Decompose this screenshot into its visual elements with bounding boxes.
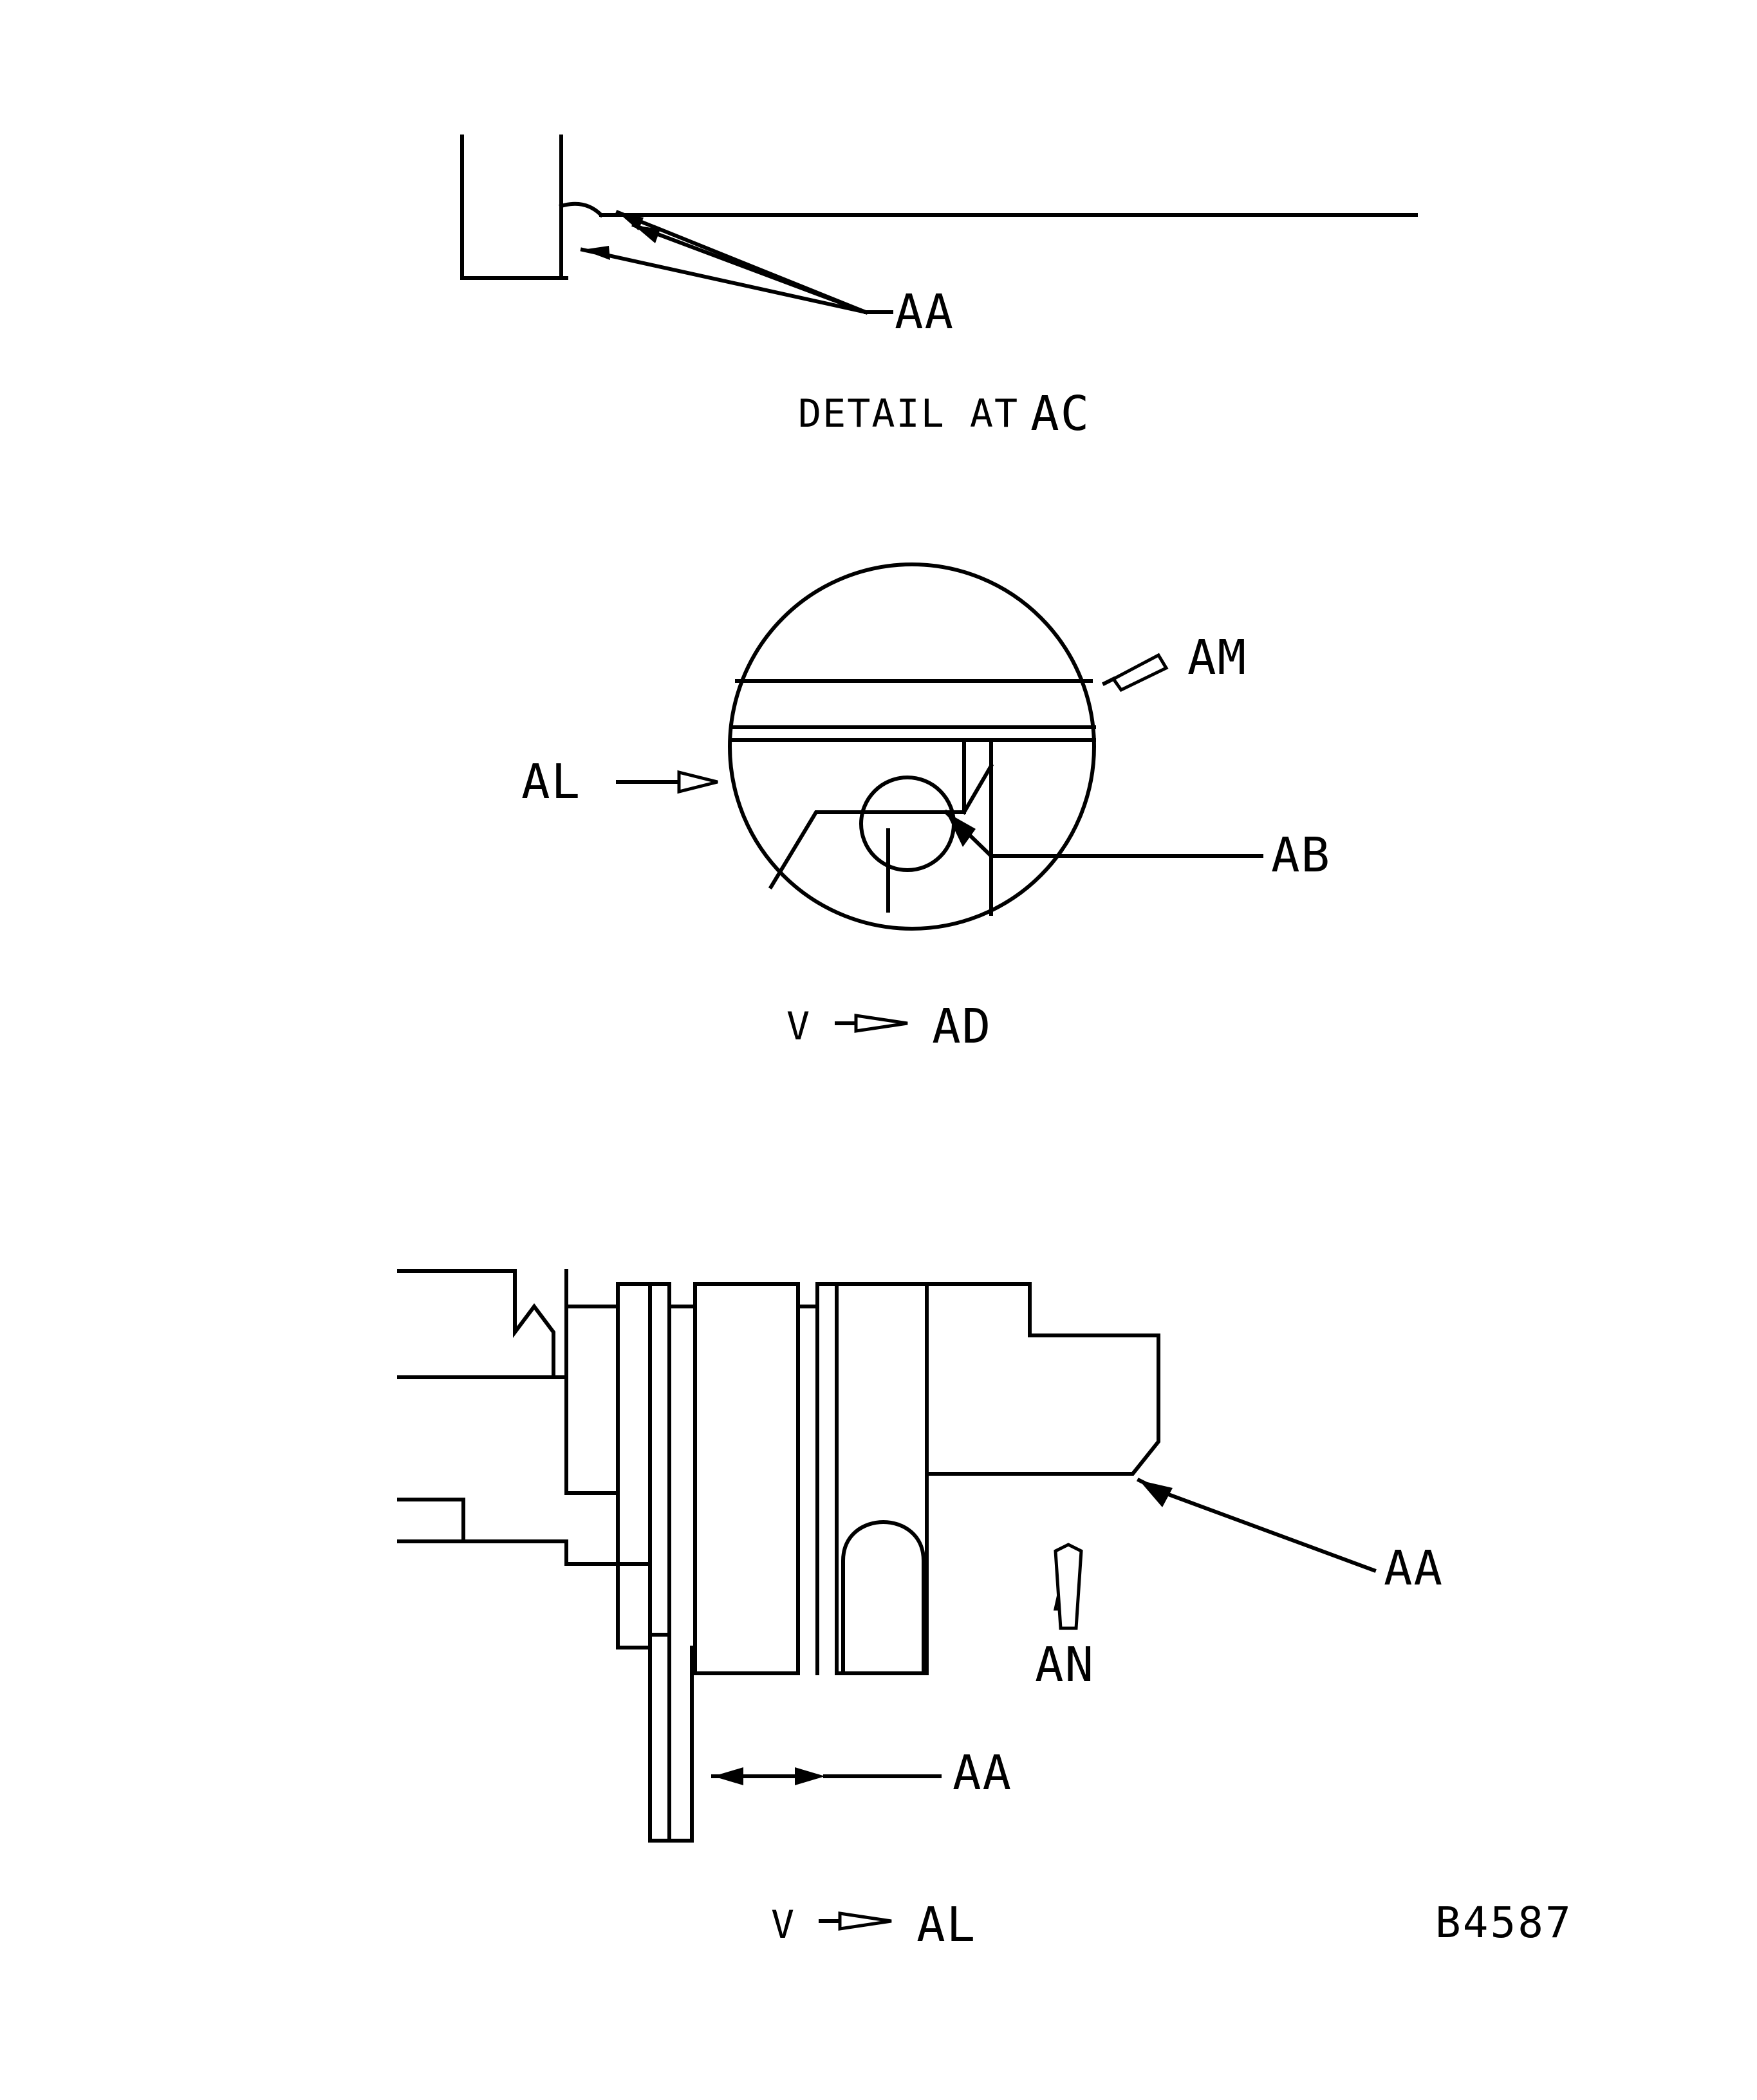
callout-label-view-ad-al: AL [521,754,582,810]
caption-view-al-prefix: V [771,1902,796,1947]
callout-label-view-al-aa-dim: AA [953,1745,1013,1801]
figure-view-al-arrow-an [1055,1545,1081,1628]
caption-view-ad [786,999,992,1054]
callout-label-view-ad-ab: AB [1271,828,1332,883]
caption-view-al-code: AL [916,1897,977,1953]
figure-view-al-geometry [399,1271,1158,1841]
caption-detail-ac-code: AC [1030,386,1091,441]
caption-view-ad-code: AD [932,999,992,1054]
figure-view-ad-leader-am [1104,655,1166,690]
drawing-number-label: B4587 [1435,1898,1573,1947]
figure-view-al-leader-aa [1139,1480,1374,1570]
callout-label-detail-ac-aa: AA [895,284,955,340]
figure-view-ad-geometry [730,564,1094,929]
caption-view-al [771,1897,976,1953]
figure-view-ad-leader-ab [946,812,1261,856]
caption-detail-ac-prefix: DETAIL AT [798,391,1019,436]
caption-view-ad-prefix: V [786,1004,812,1049]
callout-label-view-ad-am: AM [1187,630,1248,685]
figure-view-ad-leader-al [618,772,718,792]
callout-label-view-al-an: AN [1035,1637,1095,1693]
figure-detail-ac-leaders [582,212,891,312]
figure-view-al-dimension-aa [713,1767,940,1785]
callout-label-view-al-aa-right: AA [1384,1541,1444,1596]
caption-detail-ac [798,386,1090,441]
